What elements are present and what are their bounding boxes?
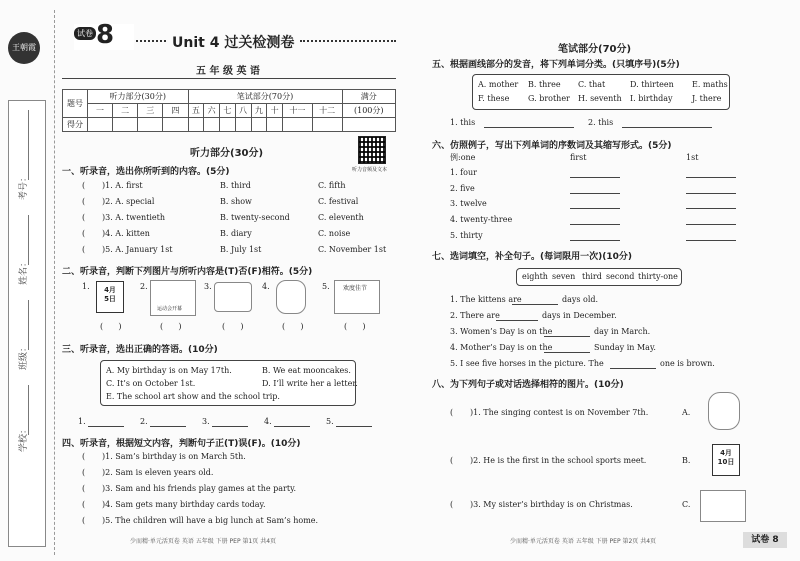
calendar-picture <box>96 281 124 313</box>
paper-number: 8 <box>96 20 115 50</box>
s6-item-4: 4. twenty-three <box>450 215 513 224</box>
s2-label-2: 2. <box>140 282 148 291</box>
s1-item-1: )1. A. first <box>102 181 143 190</box>
s7-item-1-end: days old. <box>562 295 599 304</box>
page-title: Unit 4 过关检测卷 <box>172 35 295 51</box>
s6-full-blank-1[interactable] <box>570 177 620 178</box>
grade-subtitle: 五 年 级 英 语 <box>196 66 260 77</box>
score-cell[interactable] <box>220 118 236 132</box>
s8-item-3: )3. My sister’s birthday is on Christmas. <box>470 500 633 509</box>
s6-abbr-blank-5[interactable] <box>686 240 736 241</box>
s8-item-2: )2. He is the first in the school sports meet. <box>470 456 647 465</box>
s6-example-abbr: 1st <box>686 153 699 162</box>
s6-item-1: 1. four <box>450 168 477 177</box>
s1-item-4-c: C. noise <box>318 229 351 238</box>
s7-item-2-end: days in December. <box>542 311 617 320</box>
s7-item-1: 1. The kittens are <box>450 295 522 304</box>
s7-item-5: 5. I see five horses in the picture. The <box>450 359 604 368</box>
calendar-b-month: 4月 <box>720 449 732 457</box>
col-5: 五 <box>188 104 204 118</box>
s6-item-2: 2. five <box>450 184 475 193</box>
col-1: 一 <box>88 104 113 118</box>
title-rule-right <box>300 40 396 42</box>
row-q-label: 题号 <box>63 90 88 118</box>
paper-stamp: 试卷 8 <box>743 532 787 548</box>
s2-answer-4[interactable]: ( ) <box>282 322 304 331</box>
s3-option-b: B. We eat mooncakes. <box>262 366 351 375</box>
s7-item-3: 3. Women’s Day is on the <box>450 327 553 336</box>
s4-item-3: )3. Sam and his friends play games at the party. <box>102 484 297 493</box>
s6-full-blank-3[interactable] <box>570 208 620 209</box>
score-cell[interactable] <box>312 118 342 132</box>
s3-blank-label-5: 5. <box>326 417 334 426</box>
s5-answer-2: 2. this <box>588 118 614 127</box>
s3-option-d: D. I’ll write her a letter. <box>262 379 358 388</box>
exam-no-line <box>28 110 29 180</box>
s1-item-4-b: B. diary <box>220 229 252 238</box>
score-table <box>62 89 396 132</box>
subtitle-rule <box>62 78 396 79</box>
calendar-picture-b <box>712 444 740 476</box>
col-8: 八 <box>235 104 251 118</box>
s7-item-4: 4. Mother’s Day is on the <box>450 343 553 352</box>
s7-blank-1[interactable] <box>512 304 558 305</box>
s2-label-3: 3. <box>204 282 212 291</box>
s3-blank-4[interactable] <box>274 426 310 427</box>
s2-label-5: 5. <box>322 282 330 291</box>
s4-item-4: )4. Sam gets many birthday cards today. <box>102 500 266 509</box>
score-cell[interactable] <box>267 118 283 132</box>
col-3: 三 <box>138 104 163 118</box>
s1-item-2: )2. A. special <box>102 197 155 206</box>
written-header: 笔试部分(70分) <box>188 90 342 104</box>
section-5-title: 五、根据画线部分的发音，将下列单词分类。(只填序号)(5分) <box>432 60 680 70</box>
s8-item-1: )1. The singing contest is on November 7th. <box>470 408 649 417</box>
section-1-title: 一、听录音，选出你所听到的内容。(5分) <box>62 167 230 177</box>
s7-blank-4[interactable] <box>544 352 590 353</box>
s6-full-blank-4[interactable] <box>570 224 620 225</box>
s7-item-2: 2. There are <box>450 311 500 320</box>
s6-full-blank-5[interactable] <box>570 240 620 241</box>
written-title: 笔试部分(70分) <box>558 44 632 55</box>
col-7: 七 <box>220 104 236 118</box>
score-cell[interactable] <box>342 118 395 132</box>
score-cell[interactable] <box>188 118 204 132</box>
s1-item-3: )3. A. twentieth <box>102 213 165 222</box>
s8-letter-b: B. <box>682 456 691 465</box>
full-header: 满分 <box>342 90 395 104</box>
s4-item-2: )2. Sam is eleven years old. <box>102 468 214 477</box>
s2-answer-1[interactable]: ( ) <box>100 322 122 331</box>
section-6-title: 六、仿照例子，写出下列单词的序数词及其缩写形式。(5分) <box>432 141 672 151</box>
section-4-title: 四、听录音，根据短文内容，判断句子正(T)误(F)。(10分) <box>62 439 301 449</box>
score-cell[interactable] <box>283 118 313 132</box>
s5-answer-1-blank[interactable] <box>484 127 574 128</box>
school-label: 学校： <box>19 424 29 452</box>
s5-answer-1: 1. this <box>450 118 476 127</box>
s1-item-4: )4. A. kitten <box>102 229 150 238</box>
s1-item-5-c: C. November 1st <box>318 245 387 254</box>
score-cell[interactable] <box>138 118 163 132</box>
s8-letter-a: A. <box>682 408 691 417</box>
calendar-day: 5日 <box>104 295 116 303</box>
s5-word-f: F. these <box>478 94 510 103</box>
score-cell[interactable] <box>235 118 251 132</box>
listening-header: 听力部分(30分) <box>88 90 189 104</box>
s5-word-e: E. maths <box>692 80 728 89</box>
s5-word-d: D. thirteen <box>630 80 674 89</box>
s5-answer-2-blank[interactable] <box>622 127 712 128</box>
s7-word-4: second <box>606 272 635 281</box>
s8-letter-c: C. <box>682 500 691 509</box>
s1-item-5-b: B. July 1st <box>220 245 262 254</box>
s3-blank-label-2: 2. <box>140 417 148 426</box>
festival-picture <box>334 280 380 314</box>
s6-item-5: 5. thirty <box>450 231 483 240</box>
s3-option-c: C. It’s on October 1st. <box>106 379 196 388</box>
page-2-footer: 少而精·单元活页卷 英语 五年级 下册 PEP 第2页 共4页 <box>510 538 657 545</box>
s3-blank-label-1: 1. <box>78 417 86 426</box>
s7-blank-5[interactable] <box>610 368 656 369</box>
col-6: 六 <box>204 104 220 118</box>
title-rule-left <box>136 40 166 42</box>
col-11: 十一 <box>283 104 313 118</box>
sports-meet-banner: 运动会开幕 <box>157 306 183 312</box>
student-info-box <box>8 100 46 547</box>
s2-answer-2[interactable]: ( ) <box>160 322 182 331</box>
sports-meet-picture <box>150 280 196 316</box>
s7-item-5-end: one is brown. <box>660 359 715 368</box>
s3-blank-3[interactable] <box>212 426 248 427</box>
s6-example: 例:one <box>450 153 476 162</box>
s3-option-e: E. The school art show and the school trip. <box>106 392 280 401</box>
score-cell[interactable] <box>113 118 138 132</box>
running-boy-picture <box>708 392 740 430</box>
s6-item-3: 3. twelve <box>450 199 487 208</box>
name-label: 姓名： <box>19 257 29 285</box>
score-cell[interactable] <box>204 118 220 132</box>
s1-item-3-b: B. twenty-second <box>220 213 290 222</box>
section-2-title: 二、听录音，判断下列图片与所听内容是(T)否(F)相符。(5分) <box>62 267 313 277</box>
listening-title: 听力部分(30分) <box>190 148 264 159</box>
s7-blank-3[interactable] <box>544 336 590 337</box>
s5-word-g: G. brother <box>528 94 570 103</box>
s7-word-2: seven <box>552 272 576 281</box>
col-9: 九 <box>251 104 267 118</box>
col-10: 十 <box>267 104 283 118</box>
s7-item-3-end: day in March. <box>594 327 651 336</box>
s5-word-j: J. there <box>692 94 722 103</box>
score-cell[interactable] <box>251 118 267 132</box>
s1-item-2-c: C. festival <box>318 197 359 206</box>
exam-no-label: 考号： <box>19 172 29 200</box>
section-7-title: 七、选词填空，补全句子。(每词限用一次)(10分) <box>432 252 632 262</box>
qr-caption: 听力音频及文本 <box>352 167 388 173</box>
s3-blank-2[interactable] <box>150 426 186 427</box>
s7-item-4-end: Sunday in May. <box>594 343 656 352</box>
s3-blank-1[interactable] <box>88 426 124 427</box>
s3-blank-label-3: 3. <box>202 417 210 426</box>
s3-blank-5[interactable] <box>336 426 372 427</box>
s3-blank-label-4: 4. <box>264 417 272 426</box>
s6-example-full: first <box>570 153 587 162</box>
class-label: 班级： <box>19 342 29 370</box>
s7-word-1: eighth <box>522 272 548 281</box>
row-score-label: 得分 <box>63 118 88 132</box>
s7-word-3: third <box>582 272 602 281</box>
calendar-month: 4月 <box>104 286 116 294</box>
s6-full-blank-2[interactable] <box>570 193 620 194</box>
score-cell[interactable] <box>88 118 113 132</box>
s7-blank-2[interactable] <box>496 320 538 321</box>
score-cell[interactable] <box>163 118 188 132</box>
s5-word-i: I. birthday <box>630 94 673 103</box>
col-12: 十二 <box>312 104 342 118</box>
s6-abbr-blank-1[interactable] <box>686 177 736 178</box>
s4-item-1: )1. Sam’s birthday is on March 5th. <box>102 452 246 461</box>
festival-banner: 欢度佳节 <box>343 285 368 292</box>
s1-item-2-b: B. show <box>220 197 252 206</box>
publisher-logo: 王朝霞 <box>8 32 40 64</box>
s3-option-a: A. My birthday is on May 17th. <box>106 366 232 375</box>
qr-code[interactable] <box>358 136 386 164</box>
full-value: (100分) <box>342 104 395 118</box>
col-2: 二 <box>113 104 138 118</box>
section-8-title: 八、为下列句子或对话选择相符的图片。(10分) <box>432 380 624 390</box>
s4-item-5: )5. The children will have a big lunch at Sam’s home. <box>102 516 319 525</box>
col-4: 四 <box>163 104 188 118</box>
s6-abbr-blank-4[interactable] <box>686 224 736 225</box>
s1-item-3-c: C. eleventh <box>318 213 364 222</box>
s1-item-5: )5. A. January 1st <box>102 245 173 254</box>
s2-label-4: 4. <box>262 282 270 291</box>
s1-item-1-b: B. third <box>220 181 251 190</box>
page-1-footer: 少而精·单元活页卷 英语 五年级 下册 PEP 第1页 共4页 <box>130 538 277 545</box>
christmas-picture <box>700 490 746 522</box>
s2-label-1: 1. <box>82 282 90 291</box>
exam-sheet: 王朝霞 考号： 姓名： 班级： 学校： 试卷 8 Unit 4 过关检测卷 五 年 级 英 语 题号 听力部分(30分) 笔试部分(70分) 满分 一 二 三 四 五 六 七 八 九 十 十一 十二 (100分) 得分 听力部分(30分) 听力音频及文本 一、听录音，选出你所听到的内容。(5分) ( )1. A. first B. third C. fifth ( )2. A. special B. show C. festival ( )3. A. twentieth B. twenty-second C. eleventh ( )4. A. kitten B. diary C. noise ( )5. A. January 1st B. July 1st C. November 1st 二、听录音，判断下列图片与所听内容是(T)否(F)相符。(5分) 1. 4月 5日 2. 运动会开幕 3. 4. 5. 欢度佳节 ( ) ( ) ( ) ( ) ( ) 三、听录音，选出正确的答语。(10分) A. My birthday is on May 17th. B. We eat mooncakes. C. It’s on October 1st. D. I’ll write her a letter. E. The school art show and the school trip. 1. 2. 3. 4. 5. 四、听录音，根据短文内容，判断句子正(T)误(F)。(10分) ( )1. Sam’s birthday is on March 5th. ( )2. Sam is eleven years old. ( )3. Sam and his friends play games at the party. ( )4. Sam gets many birthday cards today. ( )5. The children will have a big lunch at Sam’s home. 少而精·单元活页卷 英语 五年级 下册 PEP 第1页 共4页 笔试部分(70分) 五、根据画线部分的发音，将下列单词分类。(只填序号)(5分) A. mother B. three C. that D. thirteen E. maths F. these G. brother H. seventh I. birthday J. there 1. this 2. this 六、仿照例子，写出下列单词的序数词及其缩写形式。(5分) 例:one first 1st 1. four 2. five 3. twelve 4. twenty-three 5. thirty 七、选词填空，补全句子。(每词限用一次)(10分) eighth seven third second thirty-one 1. The kittens are days old. 2. There are days in December. 3. Women’s Day is on the day in March. 4. Mother’s Day is on the Sunday in May. 5. I see five horses in the picture. The one is brown. 八、为下列句子或对话选择相符的图片。(10分) ( )1. The singing contest is on November 7th. A. ( )2. He is the first in the school sports meet. B. 4月 10日 ( )3. My sister’s birthday is on Christmas. C. 少而精·单元活页卷 英语 五年级 下册 PEP 第2页 共4页 试卷 8 <box>0 0 800 561</box>
s2-answer-3[interactable]: ( ) <box>222 322 244 331</box>
s5-word-b: B. three <box>528 80 561 89</box>
section-3-title: 三、听录音，选出正确的答语。(10分) <box>62 345 218 355</box>
calendar-b-day: 10日 <box>717 458 735 466</box>
paper-label: 试卷 <box>74 27 96 40</box>
boy-writing-picture <box>276 280 306 314</box>
birthday-cake-picture <box>214 282 252 312</box>
s1-item-1-c: C. fifth <box>318 181 346 190</box>
s2-answer-5[interactable]: ( ) <box>344 322 366 331</box>
s7-word-5: thirty-one <box>638 272 678 281</box>
s5-word-a: A. mother <box>478 80 519 89</box>
s5-word-c: C. that <box>578 80 606 89</box>
s6-abbr-blank-2[interactable] <box>686 193 736 194</box>
paper-badge <box>74 20 134 50</box>
s6-abbr-blank-3[interactable] <box>686 208 736 209</box>
s5-word-h: H. seventh <box>578 94 622 103</box>
